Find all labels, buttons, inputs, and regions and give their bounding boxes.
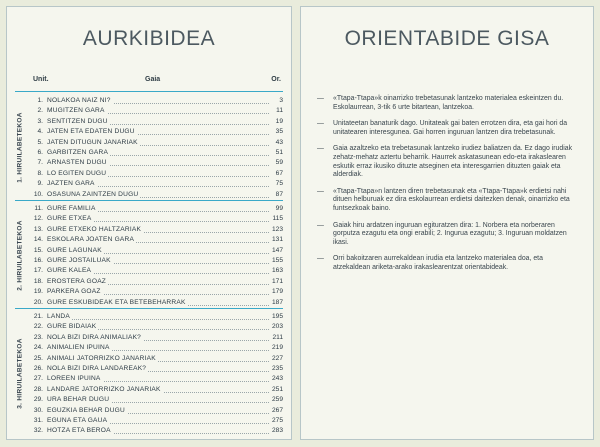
entry-title: GURE ESKUBIDEAK ETA BETEBEHARRAK: [47, 298, 188, 308]
entry-page: 163: [269, 266, 283, 276]
orientation-paragraph: — Gaiak hiru ardatzen inguruan egituratzen dira: 1. Norbera eta norberaren gorputza ezagutu eta ongi erabili; 2. Ingurua ezagutu; 3. Inguruan moldatzen ikasi.: [317, 222, 579, 248]
toc-entry[interactable]: [31, 190, 283, 200]
entry-number: 13.: [33, 225, 43, 233]
entry-number: 7.: [37, 159, 43, 167]
entry-page: 19: [269, 117, 283, 127]
toc-section-1: [15, 94, 283, 201]
entry-page: 51: [269, 148, 283, 158]
entry-page: 123: [269, 225, 283, 235]
toc-entry[interactable]: [31, 343, 283, 353]
toc-entry[interactable]: [31, 117, 283, 127]
entry-number: 6.: [37, 148, 43, 156]
entry-title: URA BEHAR DUGU: [47, 395, 111, 405]
toc-entry[interactable]: [31, 106, 283, 116]
entry-page: 35: [269, 127, 283, 137]
entry-title: NOLAKOA NAIZ NI?: [47, 96, 113, 106]
entry-page: 43: [269, 138, 283, 148]
toc-entry[interactable]: [31, 298, 283, 308]
toc-entry[interactable]: [31, 406, 283, 416]
entry-page: 259: [269, 395, 283, 405]
entry-number: 10.: [33, 190, 43, 198]
toc-entry[interactable]: [31, 138, 283, 148]
entry-number: 4.: [37, 128, 43, 136]
entry-number: 19.: [33, 288, 43, 296]
entry-number: 2.: [37, 107, 43, 115]
entry-title: GURE LAGUNAK: [47, 246, 104, 256]
entry-page: 211: [269, 333, 283, 343]
entry-title: EGUNA ETA GAUA: [47, 416, 109, 426]
entry-page: 87: [269, 190, 283, 200]
toc-entry[interactable]: [31, 214, 283, 224]
entry-number: 12.: [33, 215, 43, 223]
entry-page: 115: [269, 214, 283, 224]
entry-page: 11: [269, 106, 283, 116]
toc-section-2: [15, 202, 283, 309]
section-label-text: 2. HIRUILABETEKOA: [16, 219, 24, 291]
entry-title: JATEN DITUGUN JANARIAK: [47, 138, 140, 148]
orientation-page: [300, 6, 594, 440]
entry-number: 18.: [33, 277, 43, 285]
entry-number: 30.: [33, 406, 43, 414]
section-label: [13, 202, 27, 308]
entry-page: 251: [269, 385, 283, 395]
entry-title: OSASUNA ZAINTZEN DUGU: [47, 190, 140, 200]
toc-entry[interactable]: [31, 364, 283, 374]
entry-number: 26.: [33, 364, 43, 372]
entry-title: JATEN ETA EDATEN DUGU: [47, 127, 137, 137]
entry-title: EROSTERA GOAZ: [47, 277, 108, 287]
entry-page: 275: [269, 416, 283, 426]
entry-title: MUGITZEN GARA: [47, 106, 107, 116]
toc-section-3: [15, 310, 283, 437]
entry-page: 195: [269, 312, 283, 322]
entry-number: 31.: [33, 416, 43, 424]
toc-entry[interactable]: [31, 426, 283, 436]
header-or: Or.: [271, 76, 281, 83]
section-label: [13, 310, 27, 437]
entry-page: 131: [269, 235, 283, 245]
entry-title: GARBITZEN GARA: [47, 148, 110, 158]
orientation-title: ORIENTABIDE GISA: [344, 27, 550, 50]
entry-number: 8.: [37, 169, 43, 177]
entry-number: 21.: [33, 313, 43, 320]
entry-title: ESKOLARA JOATEN GARA: [47, 235, 136, 245]
toc-entry[interactable]: [31, 354, 283, 364]
entry-title: SENTITZEN DUGU: [47, 117, 110, 127]
section-label-text: 1. HIRUILABETEKOA: [16, 111, 24, 183]
toc-entry[interactable]: [31, 277, 283, 287]
entry-number: 27.: [33, 375, 43, 383]
entry-number: 11.: [34, 205, 43, 212]
entry-number: 24.: [33, 344, 43, 352]
entry-title: EGUZKIA BEHAR DUGU: [47, 406, 127, 416]
entry-page: 75: [269, 179, 283, 189]
entry-title: NOLA BIZI DIRA LANDAREAK?: [47, 364, 148, 374]
toc-entry[interactable]: [31, 235, 283, 245]
section-label-text: 3. HIRUILABETEKOA: [16, 338, 24, 409]
header-unit: Unit.: [33, 76, 49, 83]
entry-page: 179: [269, 287, 283, 297]
entry-page: 99: [269, 204, 283, 214]
entry-page: 267: [269, 406, 283, 416]
entry-page: 3: [269, 96, 283, 106]
toc-entry[interactable]: [31, 96, 283, 106]
orientation-paragraph: — Gaia azaltzeko eta trebetasunak lantzeko irudiez baliatzen da. Ez dago irudiak zehatz-mehatz aztertu beharrik. Haurrek askatasunean edo-eta irakaslearen eskutik erraz ikusiko dituzte atseginen eta interesgarrien dituzten gaiak eta alderdiak.: [317, 145, 579, 179]
entry-page: 203: [269, 322, 283, 332]
toc-entry[interactable]: [31, 333, 283, 343]
entry-page: 147: [269, 246, 283, 256]
entry-page: 227: [269, 354, 283, 364]
toc-entry[interactable]: [31, 148, 283, 158]
entry-page: 187: [269, 298, 283, 308]
section-label: [13, 94, 27, 200]
orientation-paragraph: — Orri bakoitzaren aurrekaldean irudia eta lantzeko materialea doa, eta atzekaldean ariketa-arako irakaslearentzat orientabideak.: [317, 255, 579, 272]
entry-page: 235: [269, 364, 283, 374]
orientation-paragraphs: [317, 95, 579, 281]
toc-entry[interactable]: [31, 416, 283, 426]
entry-title: HOTZA ETA BEROA: [47, 426, 113, 436]
entry-title: GURE ETXEKO HALTZARIAK: [47, 225, 143, 235]
entry-title: LOREEN IPUINA: [47, 374, 103, 384]
leader-dots: [47, 319, 269, 320]
toc-entry[interactable]: [31, 266, 283, 276]
toc-entry[interactable]: [31, 127, 283, 137]
entry-title: LANDARE JATORRIZKO JANARIAK: [47, 385, 163, 395]
entry-number: 17.: [33, 267, 43, 275]
entry-number: 20.: [33, 298, 43, 306]
toc-entry[interactable]: [31, 322, 283, 332]
entry-title: GURE KALEA: [47, 266, 93, 276]
entry-number: 3.: [37, 117, 43, 125]
entry-title: NOLA BIZI DIRA ANIMALIAK?: [47, 333, 143, 343]
toc-entry[interactable]: [31, 312, 283, 322]
entry-page: 155: [269, 256, 283, 266]
orientation-paragraph: — Unitateetan banaturik dago. Unitateak gai baten errotzen dira, eta gai hori da unitatearen interesgunea. Gai horren inguruan lantzen dira trebetasunak.: [317, 120, 579, 137]
toc-entry[interactable]: [31, 179, 283, 189]
entry-number: 32.: [33, 427, 43, 435]
entry-number: 28.: [33, 385, 43, 393]
entry-number: 22.: [33, 323, 43, 331]
entry-page: 59: [269, 158, 283, 168]
toc-entry[interactable]: [31, 158, 283, 168]
entry-page: 171: [269, 277, 283, 287]
header-gaia: Gaia: [145, 76, 161, 83]
toc-entry[interactable]: [31, 374, 283, 384]
toc-entry[interactable]: [31, 204, 283, 214]
toc-entry[interactable]: [31, 169, 283, 179]
entry-title: PARKERA GOAZ: [47, 287, 103, 297]
entry-page: 283: [269, 426, 283, 436]
entry-number: 25.: [33, 354, 43, 362]
entry-number: 9.: [37, 180, 43, 188]
toc-entry[interactable]: [31, 246, 283, 256]
entry-page: 219: [269, 343, 283, 353]
entry-title: GURE FAMILIA: [47, 204, 98, 214]
toc-title: AURKIBIDEA: [82, 27, 216, 50]
toc-entry[interactable]: [31, 225, 283, 235]
entry-number: 5.: [37, 138, 43, 146]
toc-entry[interactable]: [31, 256, 283, 266]
toc-entry[interactable]: [31, 287, 283, 297]
orientation-paragraph: — «Ttapa-Ttapa»k oinarrizko trebetasunak lantzeko materialea eskeintzen du. Eskolaurrean, 3-tik 6 urte bitartean, lantzekoa.: [317, 95, 579, 112]
entry-page: 243: [269, 374, 283, 384]
entry-number: 14.: [33, 236, 43, 244]
toc-header: [15, 73, 283, 92]
orientation-paragraph: — «Ttapa-Ttapa»n lantzen diren trebetasunak eta «Ttapa-Ttapa»k erdietsi nahi dituen helburuak ez dira eskolaurrean erdietsi daitezken denak, oinarrizko eta funtsezkoak baino.: [317, 188, 579, 214]
entry-title: LO EGITEN DUGU: [47, 169, 108, 179]
entry-number: 29.: [33, 396, 43, 404]
entry-page: 67: [269, 169, 283, 179]
entry-title: JAZTEN GARA: [47, 179, 97, 189]
entry-number: 15.: [33, 246, 43, 254]
entry-title: LANDA: [47, 312, 72, 322]
entry-title: GURE ETXEA: [47, 214, 94, 224]
entry-title: ANIMALIEN IPUINA: [47, 343, 112, 353]
toc-entry[interactable]: [31, 385, 283, 395]
entry-title: GURE BIDAIAK: [47, 322, 98, 332]
entry-title: ARNASTEN DUGU: [47, 158, 109, 168]
toc-page: [6, 6, 292, 440]
toc-entry[interactable]: [31, 395, 283, 405]
entry-title: ANIMALI JATORRIZKO JANARIAK: [47, 354, 158, 364]
entry-number: 23.: [33, 333, 43, 341]
entry-number: 1.: [37, 97, 43, 104]
entry-title: GURE JOSTAILUAK: [47, 256, 113, 266]
entry-number: 16.: [33, 256, 43, 264]
